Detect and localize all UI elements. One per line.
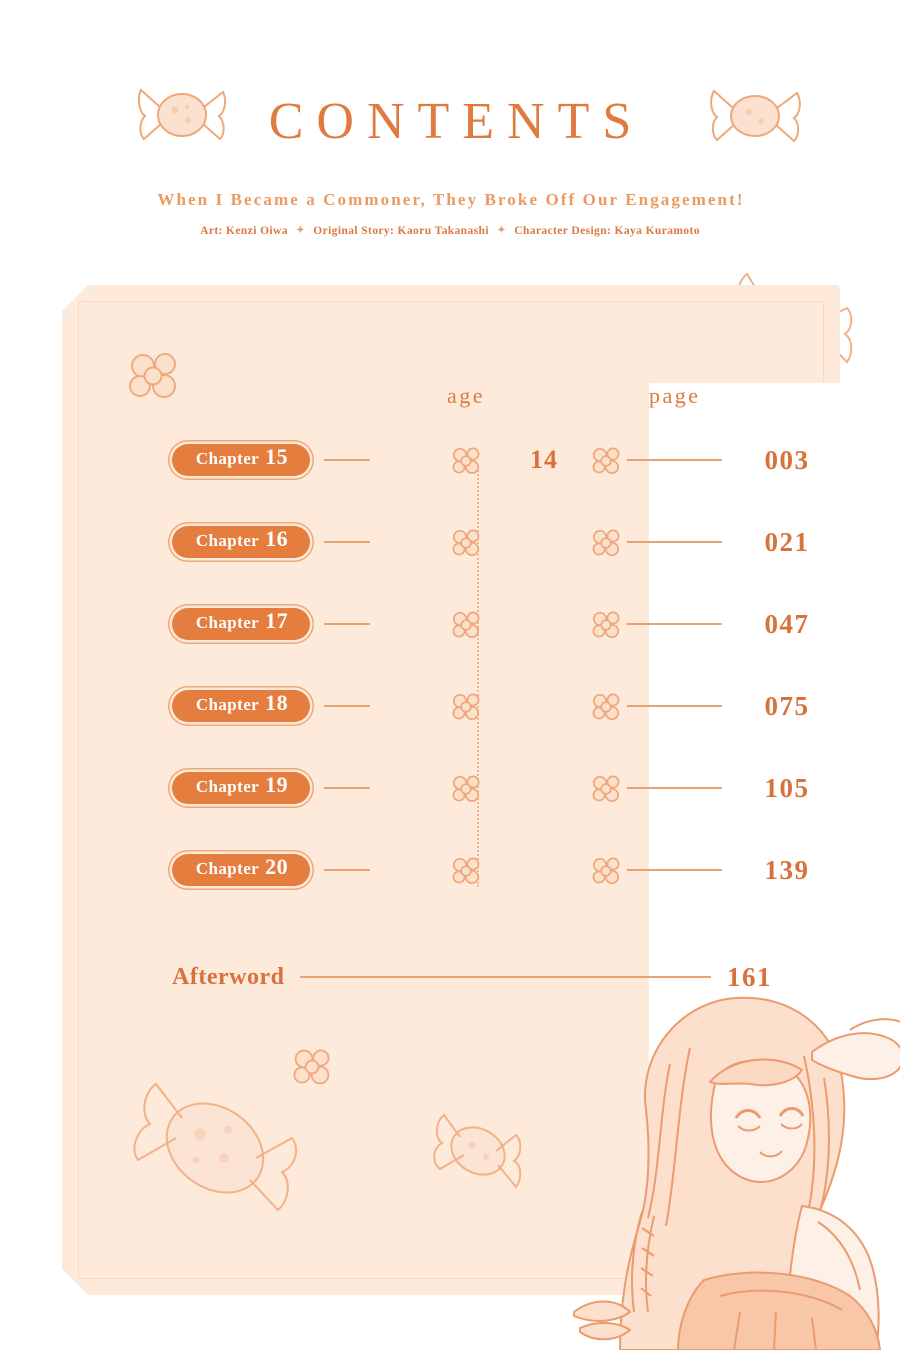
leader-line [324,705,370,707]
chapter-chip[interactable] [172,854,310,886]
chapter-label: Chapter [195,777,260,796]
credit-design: Character Design: Kaya Kuramoto [514,225,700,237]
chapter-chip[interactable] [172,772,310,804]
leader-line [627,705,722,707]
toc-row[interactable] [172,607,810,641]
diamond-icon: ✦ [497,225,506,236]
chapter-number: 15 [265,444,289,469]
flower-icon [450,527,484,564]
page-value: 047 [764,608,810,639]
chapter-chip[interactable] [172,608,310,640]
chapter-number: 17 [265,608,289,633]
chapter-label: Chapter [195,695,260,714]
leader-line [627,787,722,789]
flower-icon [590,609,624,646]
leader-line [300,976,711,978]
column-header-page: page [649,383,900,1350]
chapter-chip[interactable] [172,444,310,476]
page-header [0,0,900,265]
chapter-number: 19 [265,772,289,797]
page-value: 139 [764,854,810,885]
toc-rows [62,285,840,1295]
flower-icon [590,691,624,728]
leader-line [627,459,722,461]
page-title: CONTENTS [268,93,645,150]
credits-line [0,225,900,237]
page-value: 021 [764,526,810,557]
flower-icon [590,527,624,564]
column-header-age: age [447,383,486,408]
chapter-label: Chapter [195,613,260,632]
flower-icon [590,855,624,892]
chapter-number: 16 [265,526,289,551]
leader-line [324,787,370,789]
toc-row[interactable] [172,853,810,887]
chapter-label: Chapter [195,859,260,878]
chapter-number: 18 [265,690,289,715]
age-value: 14 [530,445,558,474]
flower-icon [590,445,624,482]
chapter-chip[interactable] [172,526,310,558]
chapter-chip[interactable] [172,690,310,722]
page-value: 075 [764,690,810,721]
toc-row[interactable] [172,689,810,723]
credit-story: Original Story: Kaoru Takanashi [313,225,489,237]
flower-icon [450,691,484,728]
chapter-label: Chapter [195,449,260,468]
leader-line [627,869,722,871]
flower-icon [450,445,484,482]
afterword-label: Afterword [172,963,285,990]
leader-line [324,869,370,871]
chapter-label: Chapter [195,531,260,550]
leader-line [627,623,722,625]
leader-line [324,541,370,543]
flower-icon [450,609,484,646]
page-value: 105 [764,772,810,803]
afterword-row[interactable] [172,960,772,994]
diamond-icon: ✦ [296,225,305,236]
contents-panel [62,285,840,1295]
leader-line [324,623,370,625]
toc-row[interactable] [172,525,810,559]
series-subtitle: When I Became a Commoner, They Broke Off Our Engagement! [157,190,745,209]
toc-row[interactable] [172,443,810,477]
chapter-number: 20 [265,854,289,879]
page-value: 003 [764,444,810,475]
leader-line [627,541,722,543]
toc-row[interactable] [172,771,810,805]
leader-line [324,459,370,461]
flower-icon [590,773,624,810]
afterword-page: 161 [727,961,772,992]
credit-art: Art: Kenzi Oiwa [200,225,288,237]
flower-icon [450,773,484,810]
flower-icon [450,855,484,892]
